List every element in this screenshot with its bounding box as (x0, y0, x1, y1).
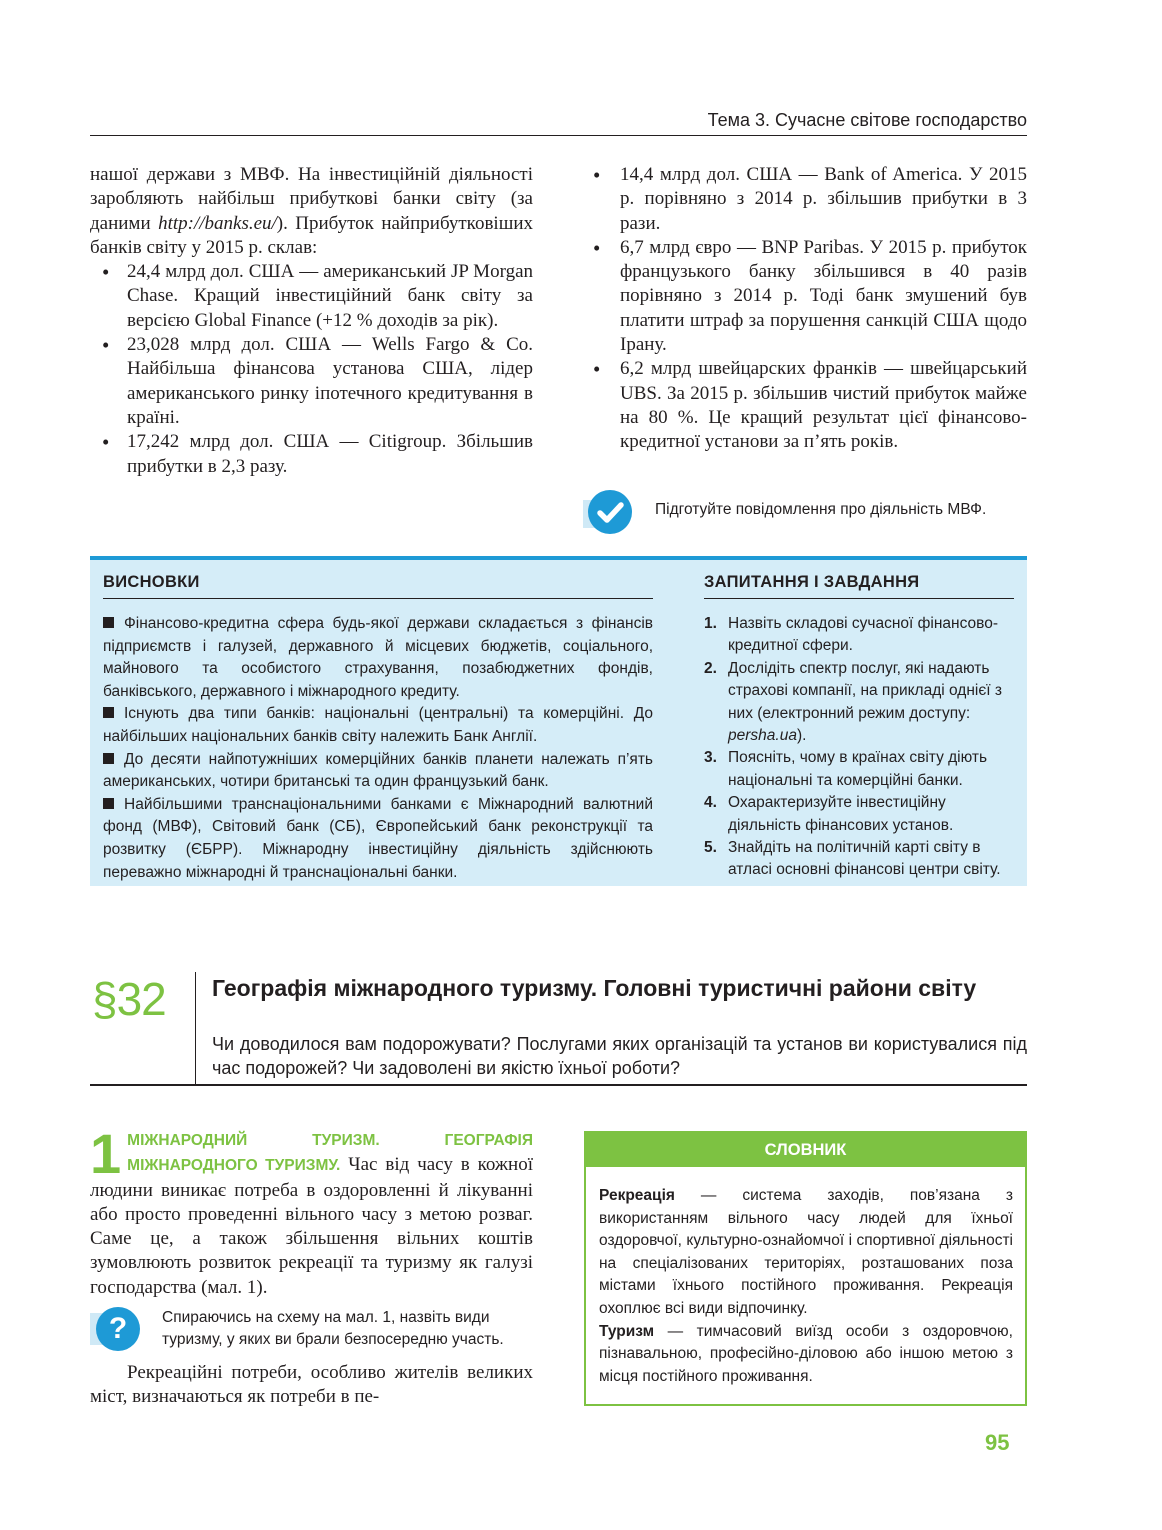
questions-list (704, 613, 1014, 882)
intro-question: Чи доводилося вам подорожувати? Послугами яких організацій та установ ви користувалися під час подорожей? Чи задоволені ви якістю їхньої роботи? (212, 1034, 1027, 1078)
list-item: 3. Поясніть, чому в країнах світу діють національні та комерційні банки. (704, 749, 988, 789)
task-text: Підготуйте повідомлення про діяльність МВФ. (655, 501, 987, 518)
section-text: Час від часу в кожної людини виникає потреба в оздоровленні й лікуванні або просто проведенні вільного часу з метою розваг. Саме це, а також збільшення вільних коштів зумовлюють розвиток рекреації та туризму як галузі господарства (мал. 1). (90, 1154, 533, 1298)
list-item: Існують два типи банків: національні (центральні) та комерційні. До найбільших національних банків світу належить Банк Англії. (103, 705, 653, 745)
page-header (90, 108, 1027, 136)
right-column (593, 163, 1027, 455)
section-number: 1 (90, 1122, 122, 1185)
bank-list-left (90, 260, 533, 479)
questions-heading: ЗАПИТАННЯ І ЗАВДАННЯ (704, 573, 920, 591)
glossary-term: Рекреація (599, 1187, 675, 1204)
glossary-entry: Рекреація — система заходів, пов’язана з використанням вільного часу людей для їхньої оздоровчої, культурно-ознайомчої і спортивної діяльності на спеціалізованих територіях, розташованих поза містами їхнього постійного проживання. Рекреація охоплює всі види відпочинку. (599, 1187, 1013, 1317)
square-bullet-icon (103, 617, 114, 628)
chapter-title: Тема 3. Сучасне світове господарство (707, 110, 1027, 130)
list-item: До десяти найпотужніших комерційних банків планети належать п’ять американських, чотири британські та один французький банк. (103, 750, 653, 791)
list-item: 5. Знайдіть на політичній карті світу в атласі основні фінансові центри світу. (704, 839, 1001, 879)
list-item: • 6,7 млрд євро — BNP Paribas. У 2015 р. прибуток французького банку збільшився в 40 разів порівняно з 2014 р. Тоді банк змушений був платити штраф за порушення санкцій США щодо Ірану. (593, 236, 1027, 357)
section-continuation: Рекреаційні потреби, особливо жителів великих міст, визначаються як потреби в пе- (90, 1362, 533, 1408)
list-item: 1. Назвіть складові сучасної фінансово-кредитної сфери. (704, 615, 998, 655)
list-item: • 23,028 млрд дол. США — Wells Fargo & Co. Найбільша фінансова установа США, лідер американського ринку іпотечного кредитування в країні. (90, 333, 533, 430)
section-heading: МІЖНАРОДНИЙ ТУРИЗМ. ГЕОГРАФІЯ МІЖНАРОДНОГО ТУРИЗМУ. (127, 1132, 533, 1175)
glossary-term: Туризм (599, 1322, 655, 1340)
glossary-entry: Туризм — тимчасовий виїзд особи з оздоровчою, пізнавальною, професійно-діловою або іншою метою з місця постійного проживання. (599, 1322, 1013, 1385)
list-item: • 24,4 млрд дол. США — американський JP Morgan Chase. Кращий інвестиційний банк світу за версією Global Finance (+12 % доходів за рік). (90, 260, 533, 333)
square-bullet-icon (103, 798, 114, 809)
intro-paragraph: нашої держави з МВФ. На інвестиційній діяльності заробляють найбільш прибуткові банки світу (за даними http://banks.eu/). Прибуток найприбутковіших банків світу у 2015 р. склав: (90, 164, 533, 258)
divider (103, 598, 653, 599)
left-column (90, 163, 533, 479)
glossary-box (584, 1131, 1027, 1406)
section-1 (90, 1122, 533, 1300)
question-callout (90, 1305, 533, 1353)
checkmark-icon (588, 490, 632, 534)
question-text: Спираючись на схему на мал. 1, назвіть види туризму, у яких ви брали безпосередню участь. (162, 1309, 504, 1349)
persha-link[interactable]: persha.ua (728, 727, 797, 745)
bank-list-right (593, 163, 1027, 455)
divider (90, 1084, 1027, 1086)
list-item: Фінансово-кредитна сфера будь-якої держави складається з фінансів підприємств і галузей, державного й місцевих бюджетів, соціального, майнового та особистого страхування, позабюджетних фондів, банківського, державного і міжнародного кредиту. (103, 615, 653, 700)
list-item: 2. Дослідіть спектр послуг, які надають страхові компанії, на прикладі однієї з них (електронний режим доступу: persha.ua). (704, 659, 1002, 745)
source-link[interactable]: http://banks.eu/ (158, 212, 277, 234)
glossary-heading: СЛОВНИК (586, 1133, 1025, 1167)
paragraph-title: Географія міжнародного туризму. Головні туристичні райони світу (212, 975, 977, 1001)
conclusions-heading: ВИСНОВКИ (103, 573, 200, 591)
page-number: 95 (985, 1430, 1010, 1455)
square-bullet-icon (103, 707, 114, 718)
paragraph-number: §32 (92, 973, 166, 1025)
glossary-body (586, 1167, 1025, 1388)
conclusions-list (103, 613, 653, 884)
square-bullet-icon (103, 753, 114, 764)
question-mark-icon: ? (96, 1307, 140, 1351)
list-item: 4. Охарактеризуйте інвестиційну діяльність фінансових установ. (704, 794, 954, 834)
list-item: • 6,2 млрд швейцарских франків — швейцарський UBS. За 2015 р. збільшив чистий прибуток майже на 80 %. Це кращий результат цієї фінансово-кредитної установи за п’ять років. (593, 357, 1027, 454)
list-item: Найбільшими транснаціональними банками є Міжнародний валютний фонд (МВФ), Світовий банк (СБ), Європейський банк реконструкції та розвитку (ЄБРР). Міжнародну інвестиційну діяльність здійснюють переважно міжнародні й транснаціональні банки. (103, 795, 653, 881)
summary-box (90, 556, 1027, 886)
task-callout (583, 488, 1027, 534)
list-item: • 14,4 млрд дол. США — Bank of America. У 2015 р. порівняно з 2014 р. збільшив прибутки в 3 рази. (593, 163, 1027, 236)
list-item: • 17,242 млрд дол. США — Citigroup. Збільшив прибутки в 2,3 разу. (90, 430, 533, 479)
divider (704, 598, 1014, 599)
divider (195, 972, 196, 1084)
